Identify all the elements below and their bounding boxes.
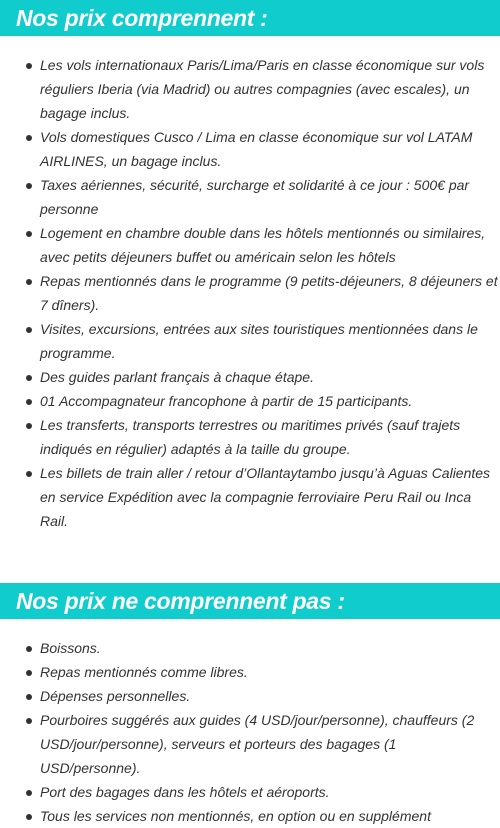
included-list [0,36,500,533]
list-item-text: Port des bagages dans les hôtels et aéroports. [40,784,330,800]
list-item [0,221,500,269]
bullet-icon [26,399,32,405]
bullet-icon [26,471,32,477]
list-item [0,365,500,389]
list-item-text: Les billets de train aller / retour d’Ollantaytambo jusqu’à Aguas Calientes en service Expédition avec la compagnie ferroviaire Peru Rail ou Inca Rail. [40,465,491,529]
list-item-text: Repas mentionnés dans le programme (9 petits-déjeuners, 8 déjeuners et 7 dîners). [40,273,498,313]
list-item-text: Les transferts, transports terrestres ou maritimes privés (sauf trajets indiqués en régulier) adaptés à la taille du groupe. [40,417,461,457]
list-item [0,269,500,317]
bullet-icon [26,327,32,333]
bullet-icon [26,63,32,69]
list-item [0,125,500,173]
list-item [0,780,500,804]
list-item-text: Dépenses personnelles. [40,688,191,704]
list-item [0,461,500,533]
list-item-text: Vols domestiques Cusco / Lima en classe économique sur vol LATAM AIRLINES, un bagage inclus. [40,129,473,169]
list-item-text: Logement en chambre double dans les hôtels mentionnés ou similaires, avec petits déjeuners buffet ou américain selon les hôtels [40,225,486,265]
bullet-icon [26,718,32,724]
list-item [0,636,500,660]
bullet-icon [26,790,32,796]
list-item-text: Tous les services non mentionnés, en option ou en supplément [40,808,431,824]
section-excluded [0,583,500,828]
list-item [0,708,500,780]
bullet-icon [26,183,32,189]
bullet-icon [26,279,32,285]
list-item [0,660,500,684]
excluded-list [0,619,500,828]
list-item-text: Les vols internationaux Paris/Lima/Paris en classe économique sur vols réguliers Iberia (via Madrid) ou autres compagnies (avec escales), un bagage inclus. [40,57,485,121]
section-header-excluded [0,583,500,619]
list-item-text: Boissons. [40,640,101,656]
list-item [0,684,500,708]
bullet-icon [26,814,32,820]
bullet-icon [26,375,32,381]
section-header-included [0,0,500,36]
list-item [0,317,500,365]
list-item [0,804,500,828]
bullet-icon [26,646,32,652]
list-item-text: Taxes aériennes, sécurité, surcharge et solidarité à ce jour : 500€ par personne [40,177,470,217]
list-item [0,413,500,461]
bullet-icon [26,423,32,429]
bullet-icon [26,135,32,141]
list-item-text: Repas mentionnés comme libres. [40,664,248,680]
list-item [0,53,500,125]
list-item [0,389,500,413]
section-title-included: Nos prix comprennent : [16,4,268,31]
bullet-icon [26,694,32,700]
list-item [0,173,500,221]
bullet-icon [26,231,32,237]
section-title-excluded: Nos prix ne comprennent pas : [16,587,345,614]
list-item-text: Visites, excursions, entrées aux sites touristiques mentionnées dans le programme. [40,321,478,361]
list-item-text: Pourboires suggérés aux guides (4 USD/jour/personne), chauffeurs (2 USD/jour/personne), serveurs et porteurs des bagages (1 USD/personne). [40,712,475,776]
list-item-text: 01 Accompagnateur francophone à partir de 15 participants. [40,393,413,409]
list-item-text: Des guides parlant français à chaque étape. [40,369,314,385]
bullet-icon [26,670,32,676]
